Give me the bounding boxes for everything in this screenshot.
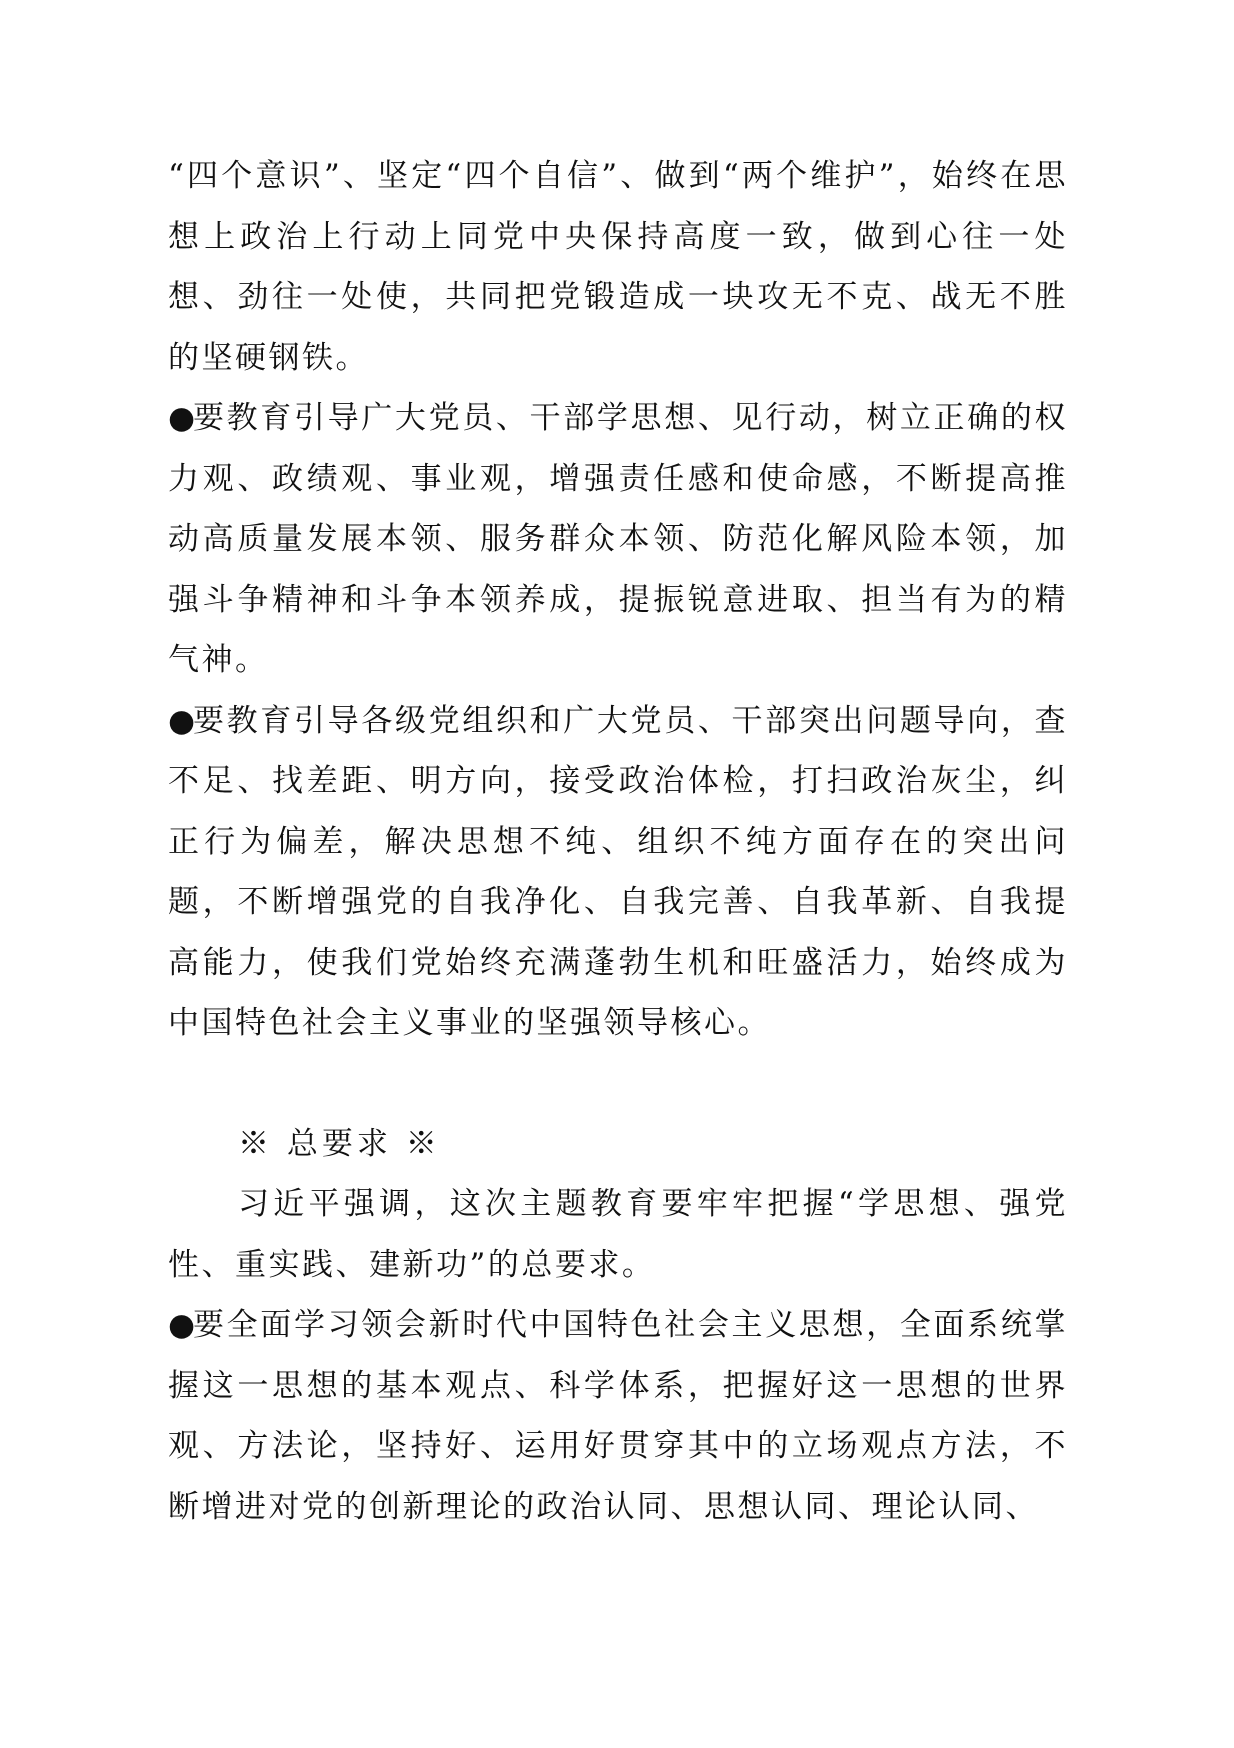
- bullet-item: [168, 388, 1068, 691]
- section-spacer: [168, 1054, 1068, 1114]
- paragraph-continuation: “四个意识”、坚定“四个自信”、做到“两个维护”，始终在思想上政治上行动上同党中央保持高度一致，做到心往一处想、劲往一处使，共同把党锻造成一块攻无不克、战无不胜的坚硬钢铁。: [168, 158, 1068, 376]
- bullet-item: [168, 691, 1068, 1054]
- bullet-dot-icon: ●: [168, 702, 196, 739]
- bullet-dot-icon: ●: [168, 400, 196, 436]
- bullet-text: 要教育引导各级党组织和广大党员、干部突出问题导向，查不足、找差距、明方向，接受政治体检，打扫政治灰尘，纠正行为偏差，解决思想不纯、组织不纯方面存在的突出问题，不断增强党的自我净化、自我完善、自我革新、自我提高能力，使我们党始终充满蓬勃生机和旺盛活力，始终成为中国特色社会主义事业的坚强领导核心。: [168, 702, 1068, 1041]
- bullet-text: 要全面学习领会新时代中国特色社会主义思想，全面系统掌握这一思想的基本观点、科学体系，把握好这一思想的世界观、方法论，坚持好、运用好贯穿其中的立场观点方法，不断增进对党的创新理论的政治认同、思想认同、理论认同、: [168, 1307, 1068, 1525]
- bullet-text: 要教育引导广大党员、干部学思想、见行动，树立正确的权力观、政绩观、事业观，增强责任感和使命感，不断提高推动高质量发展本领、服务群众本领、防范化解风险本领，加强斗争精神和斗争本领养成，提振锐意进取、担当有为的精气神。: [168, 400, 1068, 678]
- document-body: [168, 146, 1068, 1537]
- bullet-dot-icon: ●: [168, 1307, 196, 1343]
- bullet-item: [168, 1295, 1068, 1537]
- intro-paragraph: 习近平强调，这次主题教育要牢牢把握“学思想、强党性、重实践、建新功”的总要求。: [168, 1186, 1068, 1283]
- section-heading: ※ 总要求 ※: [238, 1125, 441, 1162]
